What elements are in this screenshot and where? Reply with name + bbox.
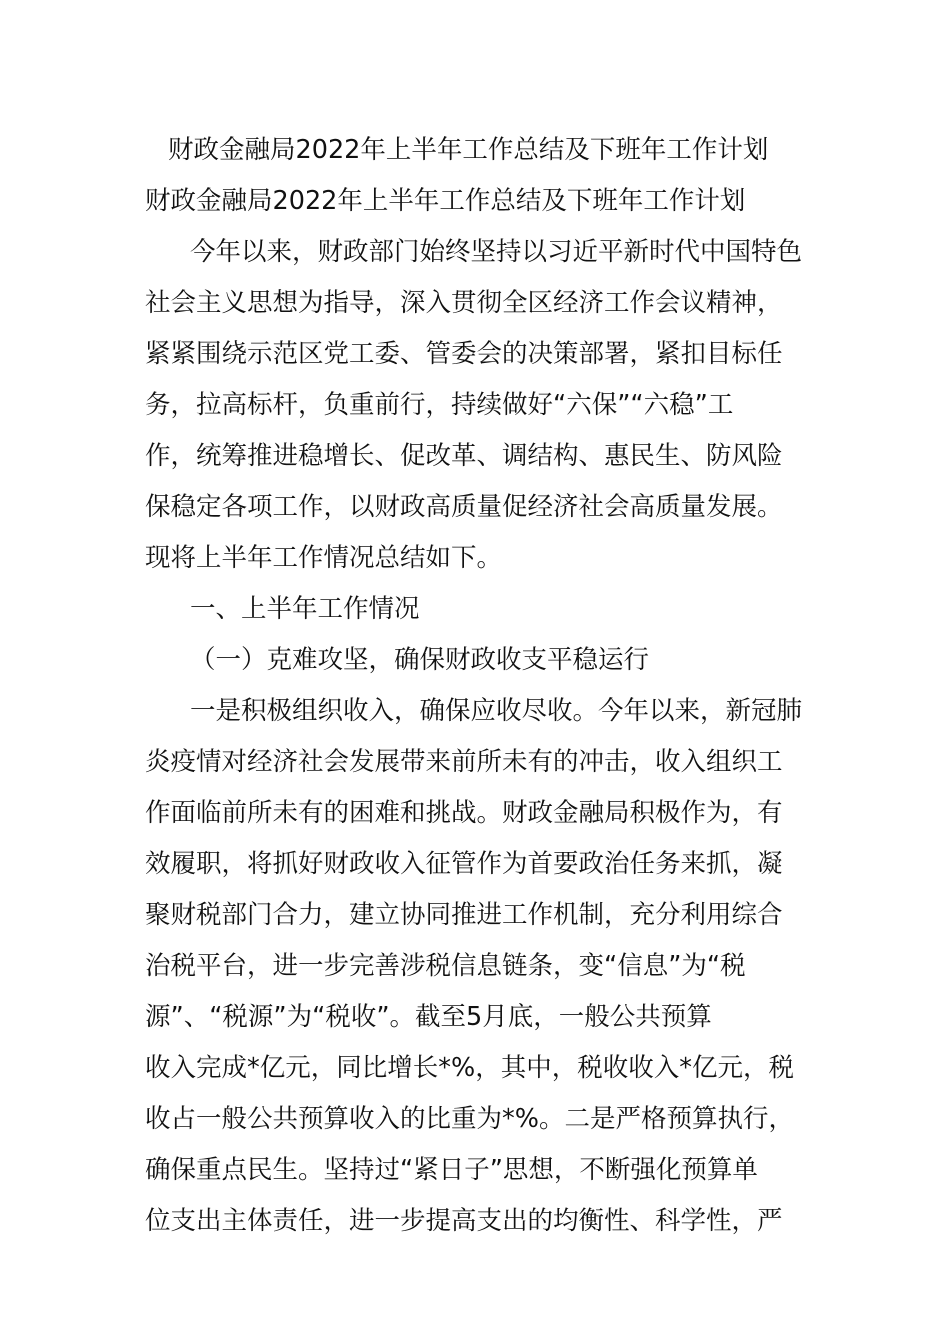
paragraph-line: 今年以来，财政部门始终坚持以习近平新时代中国特色 (190, 237, 803, 267)
document-title: 财政金融局2022年上半年工作总结及下班年工作计划 (168, 135, 769, 165)
paragraph-line: 一是积极组织收入，确保应收尽收。今年以来，新冠肺 (190, 696, 803, 726)
paragraph-line: 治税平台，进一步完善涉税信息链条，变“信息”为“税 (145, 951, 746, 981)
paragraph-line: 收占一般公共预算收入的比重为*%。二是严格预算执行， (145, 1104, 794, 1134)
paragraph-line: 源”、“税源”为“税收”。截至5月底，一般公共预算 (145, 1002, 712, 1032)
paragraph-line: 紧紧围绕示范区党工委、管委会的决策部署，紧扣目标任 (145, 339, 783, 369)
paragraph-line: 作面临前所未有的困难和挑战。财政金融局积极作为，有 (145, 798, 783, 828)
section-heading: 一、上半年工作情况 (190, 594, 420, 624)
paragraph-line: 现将上半年工作情况总结如下。 (145, 543, 503, 573)
paragraph-line: 聚财税部门合力，建立协同推进工作机制，充分利用综合 (145, 900, 783, 930)
document-subtitle: 财政金融局2022年上半年工作总结及下班年工作计划 (145, 186, 746, 216)
subsection-heading: （一）克难攻坚，确保财政收支平稳运行 (190, 645, 650, 675)
paragraph-line: 效履职，将抓好财政收入征管作为首要政治任务来抓，凝 (145, 849, 783, 879)
paragraph-line: 收入完成*亿元，同比增长*%，其中，税收收入*亿元，税 (145, 1053, 794, 1083)
paragraph-line: 炎疫情对经济社会发展带来前所未有的冲击，收入组织工 (145, 747, 783, 777)
paragraph-line: 社会主义思想为指导，深入贯彻全区经济工作会议精神， (145, 288, 783, 318)
paragraph-line: 务，拉高标杆，负重前行，持续做好“六保”“六稳”工 (145, 390, 734, 420)
paragraph-line: 保稳定各项工作，以财政高质量促经济社会高质量发展。 (145, 492, 783, 522)
paragraph-line: 位支出主体责任，进一步提高支出的均衡性、科学性，严 (145, 1206, 783, 1236)
paragraph-line: 作，统筹推进稳增长、促改革、调结构、惠民生、防风险 (145, 441, 783, 471)
paragraph-line: 确保重点民生。坚持过“紧日子”思想，不断强化预算单 (145, 1155, 758, 1185)
